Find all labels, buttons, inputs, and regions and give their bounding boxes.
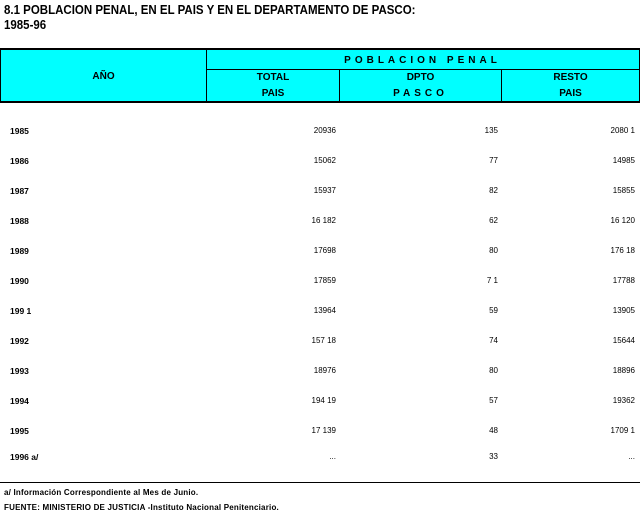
- cell-total: ...: [329, 452, 336, 461]
- cell-resto: 15855: [612, 186, 635, 195]
- cell-pasco: 74: [489, 336, 498, 345]
- cell-resto: ...: [628, 452, 635, 461]
- table-row: [0, 365, 640, 377]
- source-note: FUENTE: MINISTERIO DE JUSTICIA -Instituto Nacional Penitenciario.: [4, 503, 279, 512]
- table-row: [0, 155, 640, 167]
- cell-year: 1990: [10, 276, 29, 286]
- header-resto-line2: PAIS: [559, 88, 582, 99]
- cell-resto: 16 120: [610, 216, 635, 225]
- table-header: [0, 48, 640, 103]
- cell-resto: 1709 1: [610, 426, 635, 435]
- cell-resto: 18896: [612, 366, 635, 375]
- cell-pasco: 80: [489, 366, 498, 375]
- cell-total: 16 182: [311, 216, 336, 225]
- cell-pasco: 48: [489, 426, 498, 435]
- cell-total: 194 19: [311, 396, 336, 405]
- cell-total: 13964: [313, 306, 336, 315]
- cell-year: 1994: [10, 396, 29, 406]
- cell-pasco: 135: [484, 126, 498, 135]
- header-pasco-line1: DPTO: [406, 72, 435, 83]
- cell-total: 157 18: [311, 336, 336, 345]
- cell-year: 1988: [10, 216, 29, 226]
- header-pasco-line2: PASCO: [393, 88, 448, 99]
- cell-year: 1992: [10, 336, 29, 346]
- header-total-line2: PAIS: [261, 88, 285, 99]
- table-row: [0, 305, 640, 317]
- table-row: [0, 185, 640, 197]
- cell-year: 1985: [10, 126, 29, 136]
- title-line-1: 8.1 POBLACION PENAL, EN EL PAIS Y EN EL DEPARTAMENTO DE PASCO:: [4, 3, 416, 17]
- cell-resto: 2080 1: [610, 126, 635, 135]
- column-group-header: POBLACION PENAL: [344, 55, 501, 66]
- footer-divider: [0, 482, 640, 483]
- table-row: [0, 395, 640, 407]
- cell-year: 1987: [10, 186, 29, 196]
- cell-resto: 176 18: [610, 246, 635, 255]
- page-title: [4, 3, 416, 33]
- table-row: [0, 125, 640, 137]
- table-row: [0, 215, 640, 227]
- table-row: [0, 425, 640, 437]
- cell-resto: 13905: [612, 306, 635, 315]
- cell-total: 20936: [313, 126, 336, 135]
- column-header-resto: [502, 72, 639, 100]
- header-divider: [206, 69, 639, 70]
- table-row: [0, 335, 640, 347]
- header-total-line1: TOTAL: [256, 72, 290, 83]
- table-row: [0, 245, 640, 257]
- cell-total: 15062: [313, 156, 336, 165]
- cell-pasco: 33: [489, 452, 498, 461]
- cell-total: 18976: [313, 366, 336, 375]
- column-header-total: [207, 72, 339, 100]
- cell-pasco: 77: [489, 156, 498, 165]
- cell-total: 17 139: [311, 426, 336, 435]
- cell-year: 1995: [10, 426, 29, 436]
- cell-resto: 19362: [612, 396, 635, 405]
- cell-pasco: 82: [489, 186, 498, 195]
- cell-pasco: 80: [489, 246, 498, 255]
- cell-resto: 15644: [612, 336, 635, 345]
- cell-pasco: 62: [489, 216, 498, 225]
- cell-pasco: 7 1: [486, 276, 498, 285]
- header-resto-line1: RESTO: [553, 72, 588, 83]
- cell-pasco: 57: [489, 396, 498, 405]
- footnote: a/ Información Correspondiente al Mes de Junio.: [4, 488, 199, 497]
- cell-total: 15937: [313, 186, 336, 195]
- table-row: [0, 451, 640, 463]
- title-line-2: 1985-96: [4, 18, 47, 32]
- cell-year: 1986: [10, 156, 29, 166]
- cell-total: 17698: [313, 246, 336, 255]
- cell-total: 17859: [313, 276, 336, 285]
- table-row: [0, 275, 640, 287]
- column-header-pasco: [340, 72, 501, 100]
- cell-resto: 14985: [612, 156, 635, 165]
- cell-year: 199 1: [10, 306, 32, 316]
- column-header-year: AÑO: [92, 71, 115, 82]
- cell-year: 1993: [10, 366, 29, 376]
- cell-resto: 17788: [612, 276, 635, 285]
- cell-year: 1989: [10, 246, 29, 256]
- cell-year: 1996 a/: [10, 452, 39, 462]
- cell-pasco: 59: [489, 306, 498, 315]
